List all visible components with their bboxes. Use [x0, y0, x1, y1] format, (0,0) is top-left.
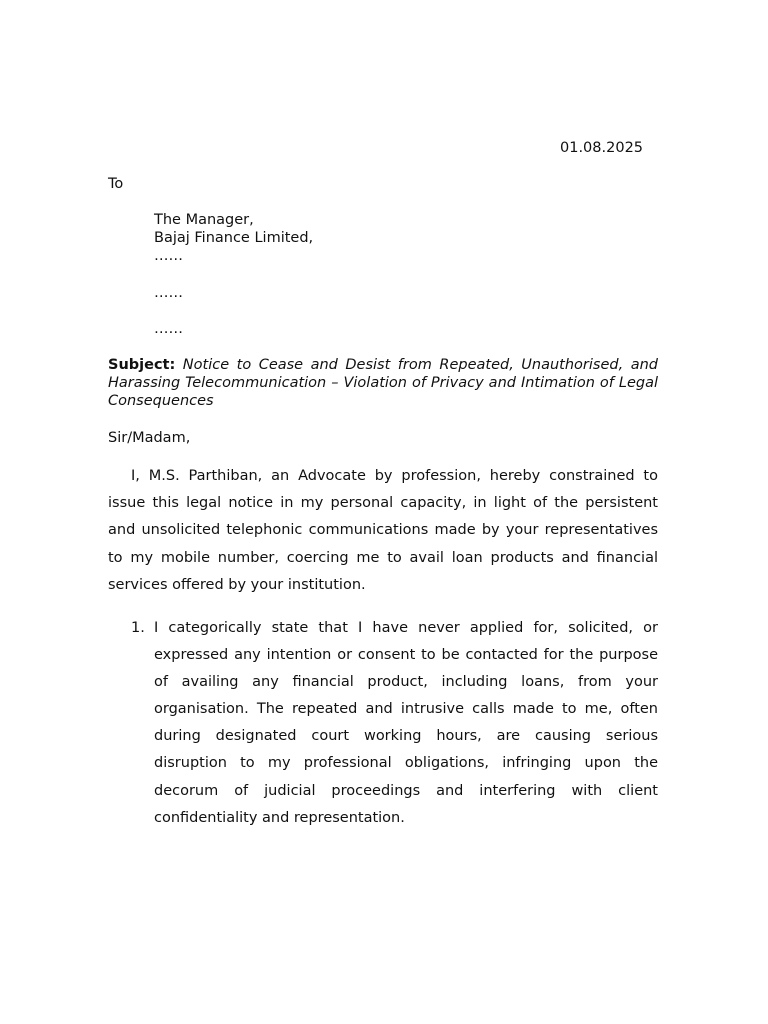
recipient-address	[154, 211, 313, 265]
addressee-to-label: To	[108, 176, 124, 192]
subject-line	[108, 356, 658, 410]
recipient-line-title: The Manager,	[154, 212, 254, 228]
list-item: I categorically state that I have never applied for, solicited, or expressed any intention or consent to be contacted for the purpose of availing any financial product, including loans, from your organisation. The repeated and intrusive calls made to me, often during designated court working hours, are causing serious disruption to my professional obligations, infringing upon the decorum of judicial proceedings and interfering with client confidentiality and representation.	[154, 620, 658, 826]
subject-text: Notice to Cease and Desist from Repeated, Unauthorised, and Harassing Telecommunication – Violation of Privacy and Intimation of Legal Consequences	[108, 357, 658, 409]
address-placeholder-line: ……	[154, 321, 183, 337]
subject-label: Subject:	[108, 357, 176, 373]
recipient-line-company: Bajaj Finance Limited,	[154, 230, 314, 246]
salutation: Sir/Madam,	[108, 430, 191, 446]
list-item-number: 1.	[131, 620, 145, 636]
address-placeholder-line: ……	[154, 285, 183, 301]
recipient-line-placeholder: ……	[154, 248, 183, 264]
intro-paragraph: I, M.S. Parthiban, an Advocate by profession, hereby constrained to issue this legal notice in my personal capacity, in light of the persistent and unsolicited telephonic communications made by your representatives to my mobile number, coercing me to avail loan products and financial services offered by your institution.	[108, 468, 658, 593]
letter-date: 01.08.2025	[560, 140, 644, 156]
